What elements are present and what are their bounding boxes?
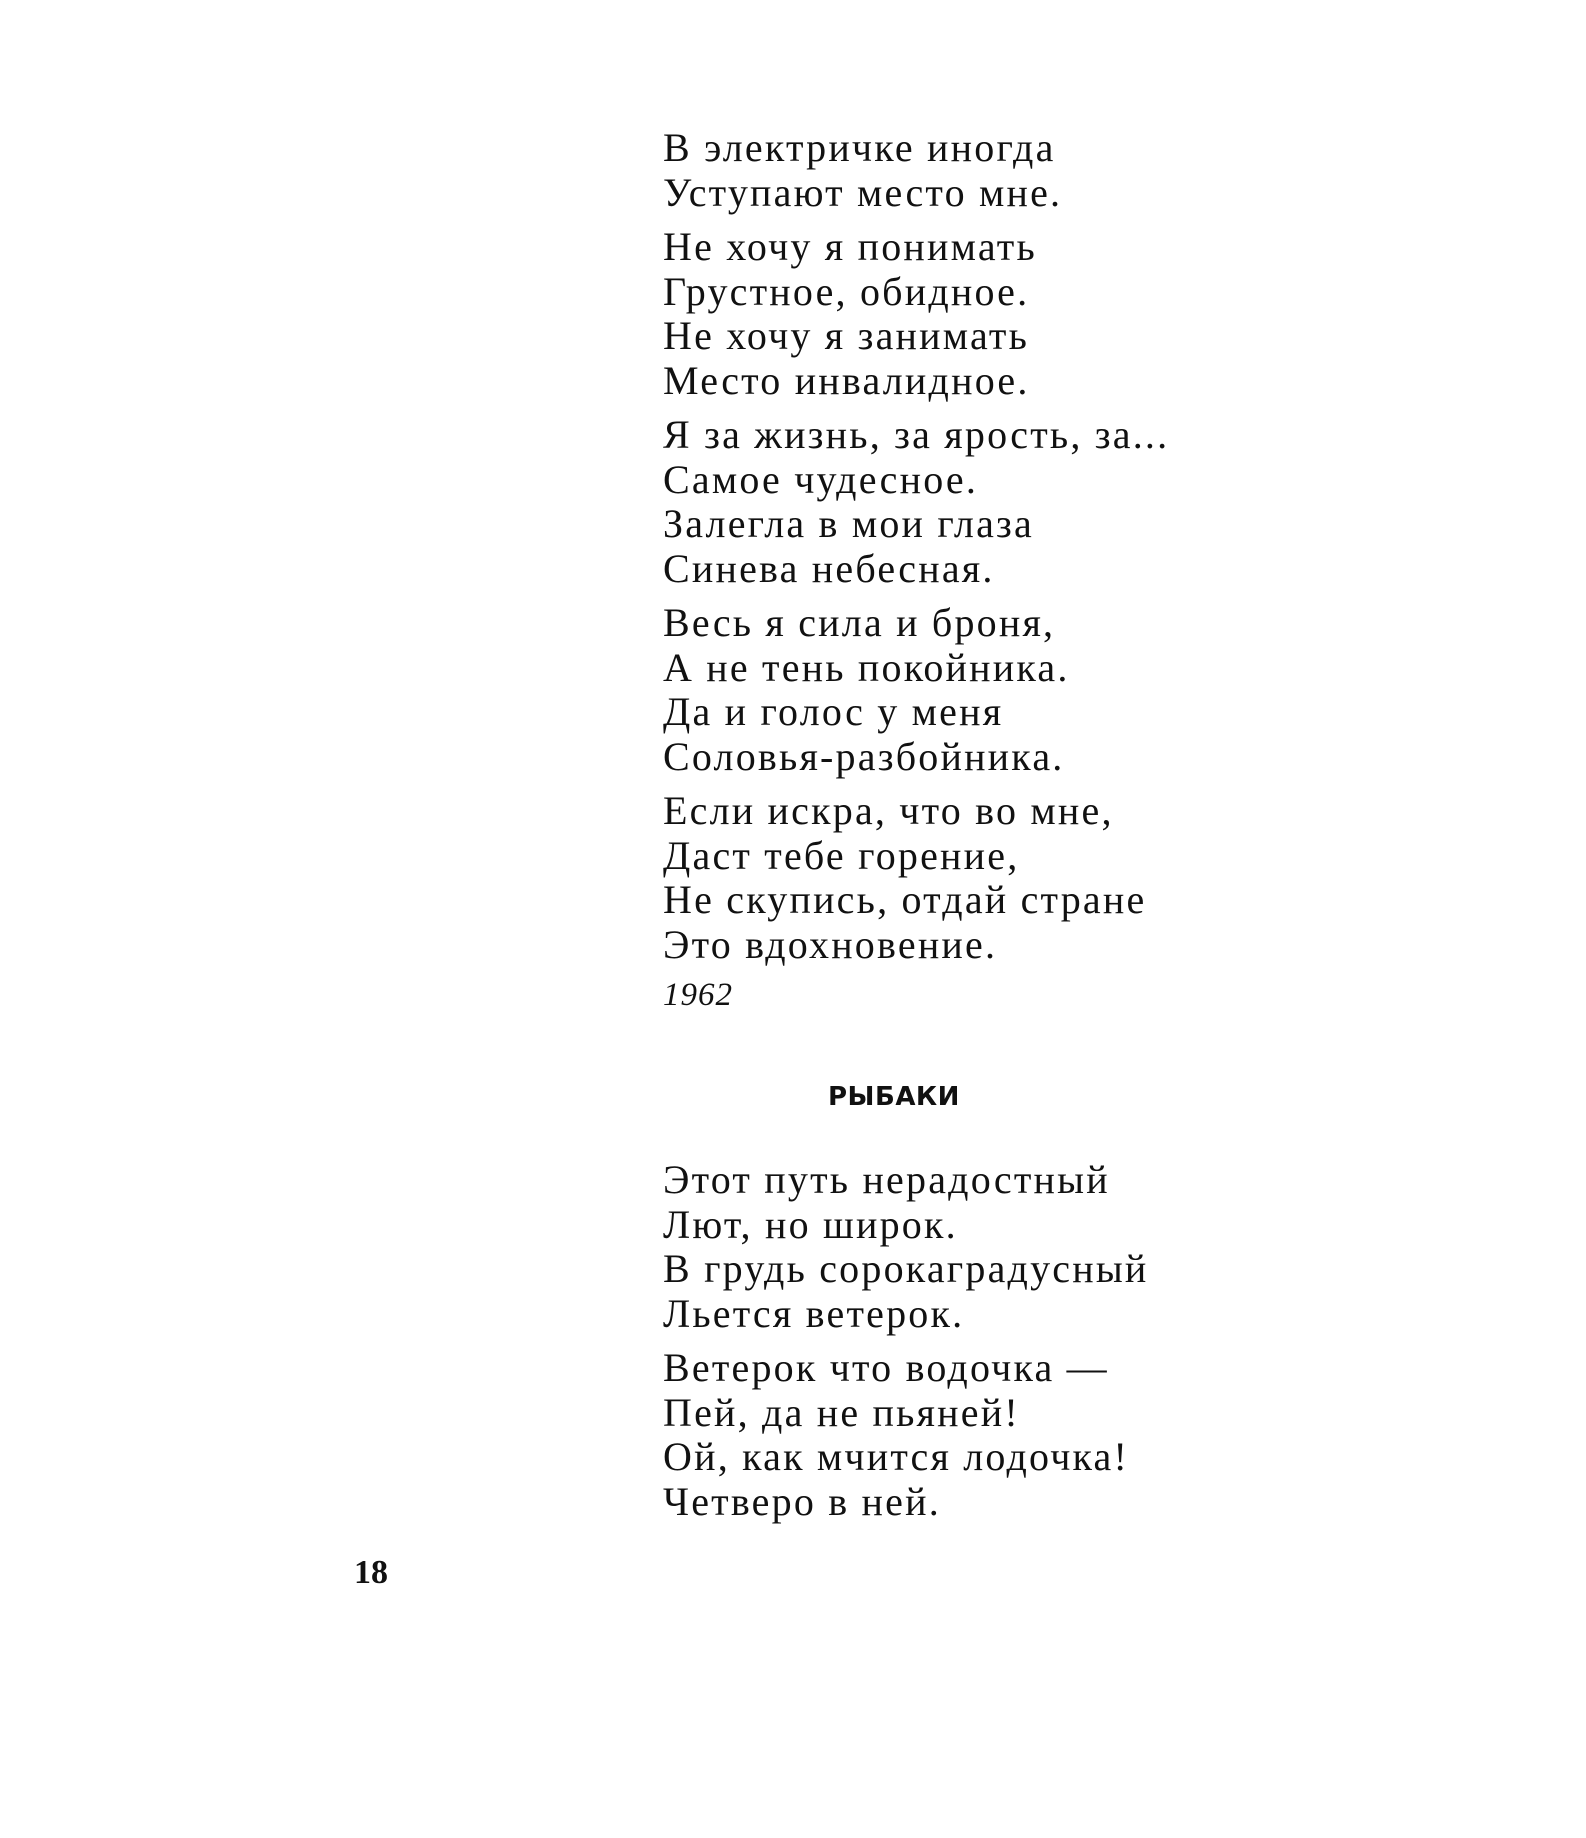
- poem-line: Четверо в ней.: [663, 1478, 941, 1524]
- poem-text: [663, 1158, 1463, 1534]
- poem-line: В электричке иногда: [663, 125, 1056, 170]
- poem-line: Уступают место мне.: [663, 169, 1063, 215]
- page-number: 18: [354, 1554, 388, 1591]
- stanza: [663, 413, 1463, 591]
- stanza: [663, 1346, 1463, 1524]
- poem-line: Даст тебе горение,: [663, 832, 1020, 878]
- poem-line: Льется ветерок.: [663, 1290, 965, 1336]
- poem-line: Синева небесная.: [663, 545, 995, 591]
- stanza: [663, 601, 1463, 779]
- poem-line: Это вдохновение.: [663, 921, 998, 967]
- poem-line: Ой, как мчится лодочка!: [663, 1434, 1130, 1479]
- poem-line: Да и голос у меня: [663, 689, 1004, 734]
- stanza: [663, 1158, 1463, 1336]
- poem-title: РЫБАКИ: [828, 1082, 960, 1112]
- poem-line: Залегла в мои глаза: [663, 501, 1034, 546]
- poem-line: Не хочу я занимать: [663, 313, 1030, 358]
- poem-line: Этот путь нерадостный: [663, 1157, 1110, 1202]
- stanza: [663, 789, 1463, 967]
- poem-line: Самое чудесное.: [663, 456, 979, 502]
- poem-line: Соловья-разбойника.: [663, 733, 1065, 779]
- poem-line: Место инвалидное.: [663, 357, 1030, 403]
- poem-text: [663, 126, 1463, 977]
- poem-line: Если искра, что во мне,: [663, 788, 1114, 833]
- poem-line: Не скупись, отдай стране: [663, 877, 1147, 922]
- stanza: [663, 126, 1463, 215]
- poem-line: Весь я сила и броня,: [663, 600, 1056, 645]
- poem-line: Ветерок что водочка —: [663, 1345, 1109, 1390]
- poem-line: Не хочу я понимать: [663, 224, 1037, 269]
- poem-line: Грустное, обидное.: [663, 268, 1030, 314]
- poem-line: А не тень покойника.: [663, 644, 1070, 690]
- poem-line: Лют, но широк.: [663, 1201, 958, 1247]
- stanza: [663, 225, 1463, 403]
- poem-date: 1962: [663, 977, 733, 1013]
- poem-line: Пей, да не пьяней!: [663, 1389, 1020, 1435]
- poem-line: Я за жизнь, за ярость, за...: [663, 412, 1170, 457]
- poem-line: В грудь сорокаградусный: [663, 1246, 1149, 1291]
